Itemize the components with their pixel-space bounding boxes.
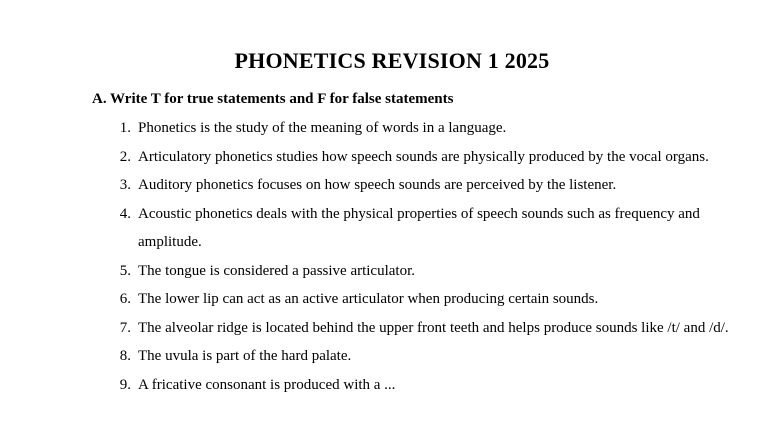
- item-text: The lower lip can act as an active articulator when producing certain sounds.: [138, 291, 599, 307]
- item-text: The alveolar ridge is located behind the upper front teeth and helps produce sounds like /t/ and /d/.: [138, 319, 729, 336]
- list-item: [0, 171, 784, 200]
- item-text: Phonetics is the study of the meaning of words in a language.: [138, 120, 507, 136]
- list-item: [0, 257, 784, 286]
- section-heading: A. Write T for true statements and F for false statements: [92, 91, 454, 107]
- item-number: 2.: [119, 148, 131, 165]
- item-number: 8.: [119, 348, 131, 364]
- list-item: [0, 371, 784, 400]
- item-number: 6.: [119, 291, 131, 307]
- item-number: 9.: [119, 376, 131, 393]
- item-number: 7.: [119, 319, 131, 336]
- document-title: PHONETICS REVISION 1 2025: [234, 48, 550, 73]
- list-item: [0, 114, 784, 143]
- list-item: [0, 143, 784, 172]
- item-number: 4.: [119, 205, 131, 222]
- item-text: The tongue is considered a passive articulator.: [138, 262, 415, 279]
- item-text: The uvula is part of the hard palate.: [138, 348, 352, 364]
- list-item: [0, 285, 784, 314]
- item-number: 1.: [119, 120, 131, 136]
- item-text: A fricative consonant is produced with a ...: [138, 376, 396, 393]
- item-text: Articulatory phonetics studies how speech sounds are physically produced by the vocal organs.: [138, 148, 709, 165]
- list-item: [0, 342, 784, 371]
- question-list: [0, 114, 784, 399]
- item-number: 3.: [119, 177, 131, 193]
- item-text: Auditory phonetics focuses on how speech sounds are perceived by the listener.: [138, 177, 617, 193]
- list-item: [0, 200, 784, 257]
- list-item: [0, 314, 784, 343]
- item-number: 5.: [119, 262, 131, 279]
- item-text: Acoustic phonetics deals with the physical properties of speech sounds such as frequency and amplitude.: [138, 205, 700, 250]
